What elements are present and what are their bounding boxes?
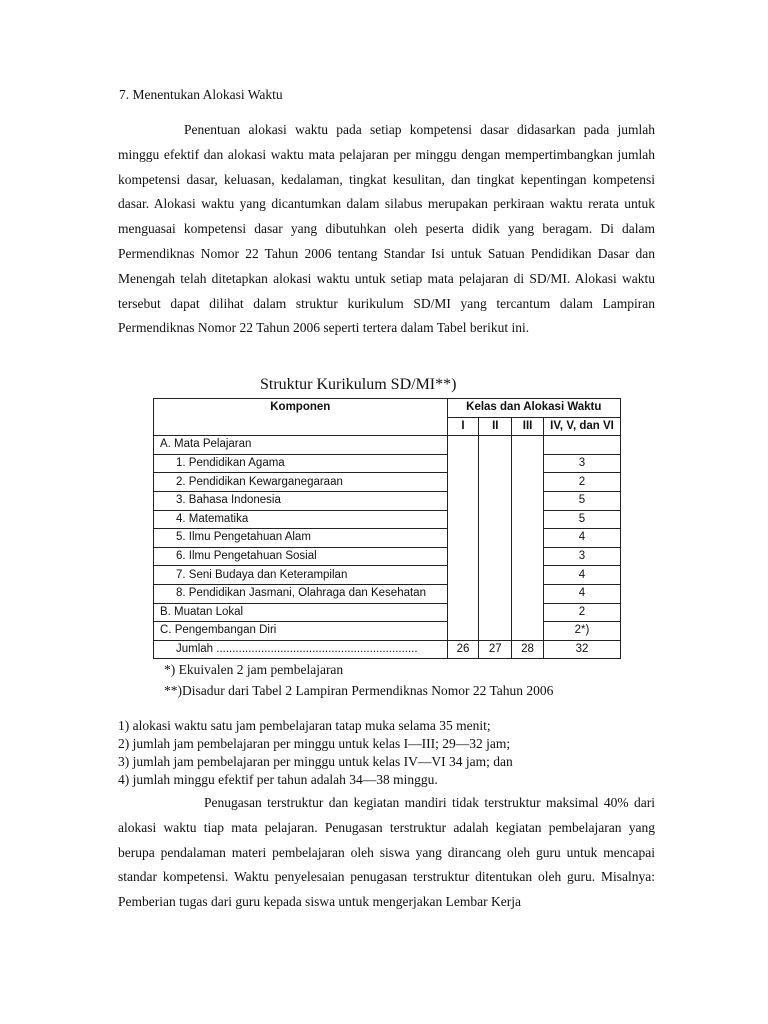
table-row bbox=[154, 436, 621, 455]
closing-paragraph: Penugasan terstruktur dan kegiatan mandiri tidak terstruktur maksimal 40% dari alokasi waktu tiap mata pelajaran. Penugasan terstruktur adalah kegiatan pembelajaran yang berupa pendalaman materi pembelajaran oleh siswa yang dirancang oleh guru untuk mencapai standar kompetensi. Waktu penyelesaian penugasan terstruktur ditentukan oleh guru. Misalnya: Pemberian tugas dari guru kepada siswa untuk mengerjakan Lembar Kerja bbox=[118, 795, 655, 910]
class-2-merged bbox=[479, 436, 512, 641]
subject-name: 3. Bahasa Indonesia bbox=[154, 491, 448, 510]
header-class-1: I bbox=[447, 417, 479, 436]
group-a-value bbox=[543, 436, 620, 455]
total-class-2: 27 bbox=[479, 640, 512, 659]
intro-paragraph: Penentuan alokasi waktu pada setiap kompetensi dasar didasarkan pada jumlah minggu efektif dan alokasi waktu mata pelajaran per minggu dengan mempertimbangkan jumlah kompetensi dasar, keluasan, kedalaman, tingkat kesulitan, dan tingkat kepentingan kompetensi dasar. Alokasi waktu yang dicantumkan dalam silabus merupakan perkiraan waktu rerata untuk menguasai kompetensi dasar yang dibutuhkan oleh peserta didik yang beragam. Di dalam Permendiknas Nomor 22 Tahun 2006 tentang Standar Isi untuk Satuan Pendidikan Dasar dan Menengah telah ditetapkan alokasi waktu untuk setiap mata pelajaran di SD/MI. Alokasi waktu tersebut dapat dilihat dalam struktur kurikulum SD/MI yang tercantum dalam Lampiran Permendiknas Nomor 22 Tahun 2006 seperti tertera dalam Tabel berikut ini. bbox=[118, 122, 655, 336]
header-allocation: Kelas dan Alokasi Waktu bbox=[447, 399, 620, 418]
subject-value: 4 bbox=[543, 584, 620, 603]
subject-name: 7. Seni Budaya dan Keterampilan bbox=[154, 566, 448, 585]
subject-value: 4 bbox=[543, 566, 620, 585]
total-label: Jumlah ............................................................... bbox=[154, 640, 448, 659]
subject-value: 5 bbox=[543, 491, 620, 510]
table-row bbox=[154, 491, 621, 510]
header-class-4-6: IV, V, dan VI bbox=[543, 417, 620, 436]
subject-name: 8. Pendidikan Jasmani, Olahraga dan Kesehatan bbox=[154, 584, 448, 603]
table-row bbox=[154, 603, 621, 622]
list-item: 4) jumlah minggu efektif per tahun adalah 34—38 minggu. bbox=[118, 772, 438, 787]
header-class-2: II bbox=[479, 417, 512, 436]
subject-name: 6. Ilmu Pengetahuan Sosial bbox=[154, 547, 448, 566]
table-row bbox=[154, 454, 621, 473]
class-1-merged bbox=[447, 436, 479, 641]
list-item: 1) alokasi waktu satu jam pembelajaran tatap muka selama 35 menit; bbox=[118, 718, 491, 733]
table-row bbox=[154, 473, 621, 492]
subject-value: 2 bbox=[543, 473, 620, 492]
group-b-label: B. Muatan Lokal bbox=[154, 603, 448, 622]
total-class-4-6: 32 bbox=[543, 640, 620, 659]
table-row bbox=[154, 510, 621, 529]
table-title: Struktur Kurikulum SD/MI**) bbox=[260, 376, 457, 393]
subject-name: 1. Pendidikan Agama bbox=[154, 454, 448, 473]
table-row bbox=[154, 547, 621, 566]
total-row bbox=[154, 640, 621, 659]
subject-name: 2. Pendidikan Kewarganegaraan bbox=[154, 473, 448, 492]
subject-name: 5. Ilmu Pengetahuan Alam bbox=[154, 529, 448, 548]
table-row bbox=[154, 529, 621, 548]
section-heading: 7. Menentukan Alokasi Waktu bbox=[119, 87, 283, 102]
curriculum-table bbox=[153, 398, 621, 659]
group-b-value: 2 bbox=[543, 603, 620, 622]
group-a-label: A. Mata Pelajaran bbox=[154, 436, 448, 455]
total-class-3: 28 bbox=[512, 640, 544, 659]
header-class-3: III bbox=[512, 417, 544, 436]
header-component: Komponen bbox=[154, 399, 448, 436]
subject-value: 4 bbox=[543, 529, 620, 548]
class-3-merged bbox=[512, 436, 544, 641]
subject-value: 3 bbox=[543, 547, 620, 566]
total-class-1: 26 bbox=[447, 640, 479, 659]
subject-value: 5 bbox=[543, 510, 620, 529]
table-row bbox=[154, 584, 621, 603]
list-item: 2) jumlah jam pembelajaran per minggu untuk kelas I—III; 29—32 jam; bbox=[118, 736, 511, 751]
table-footnote-2: **)Disadur dari Tabel 2 Lampiran Permendiknas Nomor 22 Tahun 2006 bbox=[164, 683, 554, 698]
subject-name: 4. Matematika bbox=[154, 510, 448, 529]
allocation-points-list bbox=[118, 717, 513, 789]
table-header-row bbox=[154, 399, 621, 418]
group-c-value: 2*) bbox=[543, 622, 620, 641]
table-row bbox=[154, 622, 621, 641]
table-footnote-1: *) Ekuivalen 2 jam pembelajaran bbox=[164, 662, 344, 677]
subject-value: 3 bbox=[543, 454, 620, 473]
group-c-label: C. Pengembangan Diri bbox=[154, 622, 448, 641]
list-item: 3) jumlah jam pembelajaran per minggu untuk kelas IV—VI 34 jam; dan bbox=[118, 754, 513, 769]
table-row bbox=[154, 566, 621, 585]
